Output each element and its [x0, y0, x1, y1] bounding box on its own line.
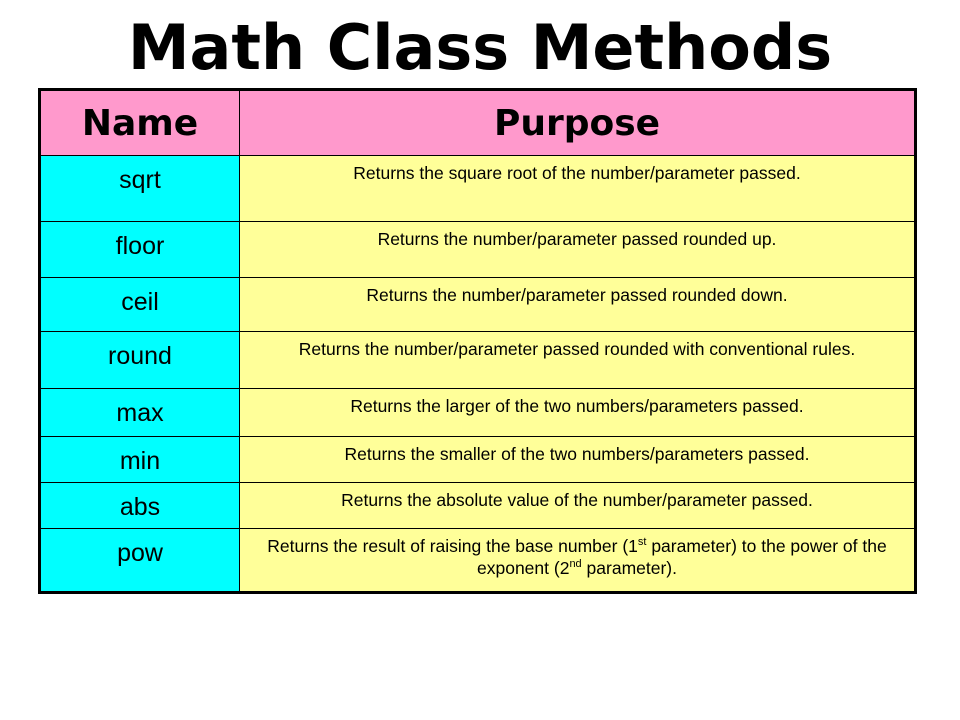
method-name-cell: floor — [40, 222, 240, 278]
purpose-text: parameter) to the power of the exponent (2 — [477, 536, 887, 578]
table-row — [40, 222, 916, 278]
method-name-cell: ceil — [40, 278, 240, 332]
table-row — [40, 529, 916, 593]
superscript-ordinal: nd — [569, 558, 582, 571]
method-purpose-cell: Returns the larger of the two numbers/parameters passed. — [240, 389, 916, 437]
table-row — [40, 437, 916, 483]
method-purpose-cell: Returns the number/parameter passed rounded with conventional rules. — [240, 332, 916, 389]
table-row — [40, 156, 916, 222]
purpose-column-header: Purpose — [240, 90, 916, 156]
method-name-cell: min — [40, 437, 240, 483]
method-purpose-cell: Returns the absolute value of the number/parameter passed. — [240, 483, 916, 529]
method-name-cell: pow — [40, 529, 240, 593]
table-row — [40, 278, 916, 332]
method-purpose-cell: Returns the smaller of the two numbers/parameters passed. — [240, 437, 916, 483]
method-name-cell: abs — [40, 483, 240, 529]
purpose-text: Returns the result of raising the base number (1 — [267, 536, 638, 556]
table-row — [40, 483, 916, 529]
method-purpose-cell: Returns the number/parameter passed rounded up. — [240, 222, 916, 278]
method-purpose-cell: Returns the number/parameter passed rounded down. — [240, 278, 916, 332]
superscript-ordinal: st — [637, 536, 647, 549]
table-row — [40, 389, 916, 437]
name-column-header: Name — [40, 90, 240, 156]
method-purpose-cell — [240, 529, 916, 593]
table-row — [40, 332, 916, 389]
method-name-cell: sqrt — [40, 156, 240, 222]
methods-table — [38, 88, 917, 594]
method-name-cell: max — [40, 389, 240, 437]
page-title: Math Class Methods — [127, 11, 833, 84]
method-name-cell: round — [40, 332, 240, 389]
purpose-text: parameter). — [581, 558, 677, 578]
method-purpose-cell: Returns the square root of the number/parameter passed. — [240, 156, 916, 222]
table-header-row — [40, 90, 916, 156]
